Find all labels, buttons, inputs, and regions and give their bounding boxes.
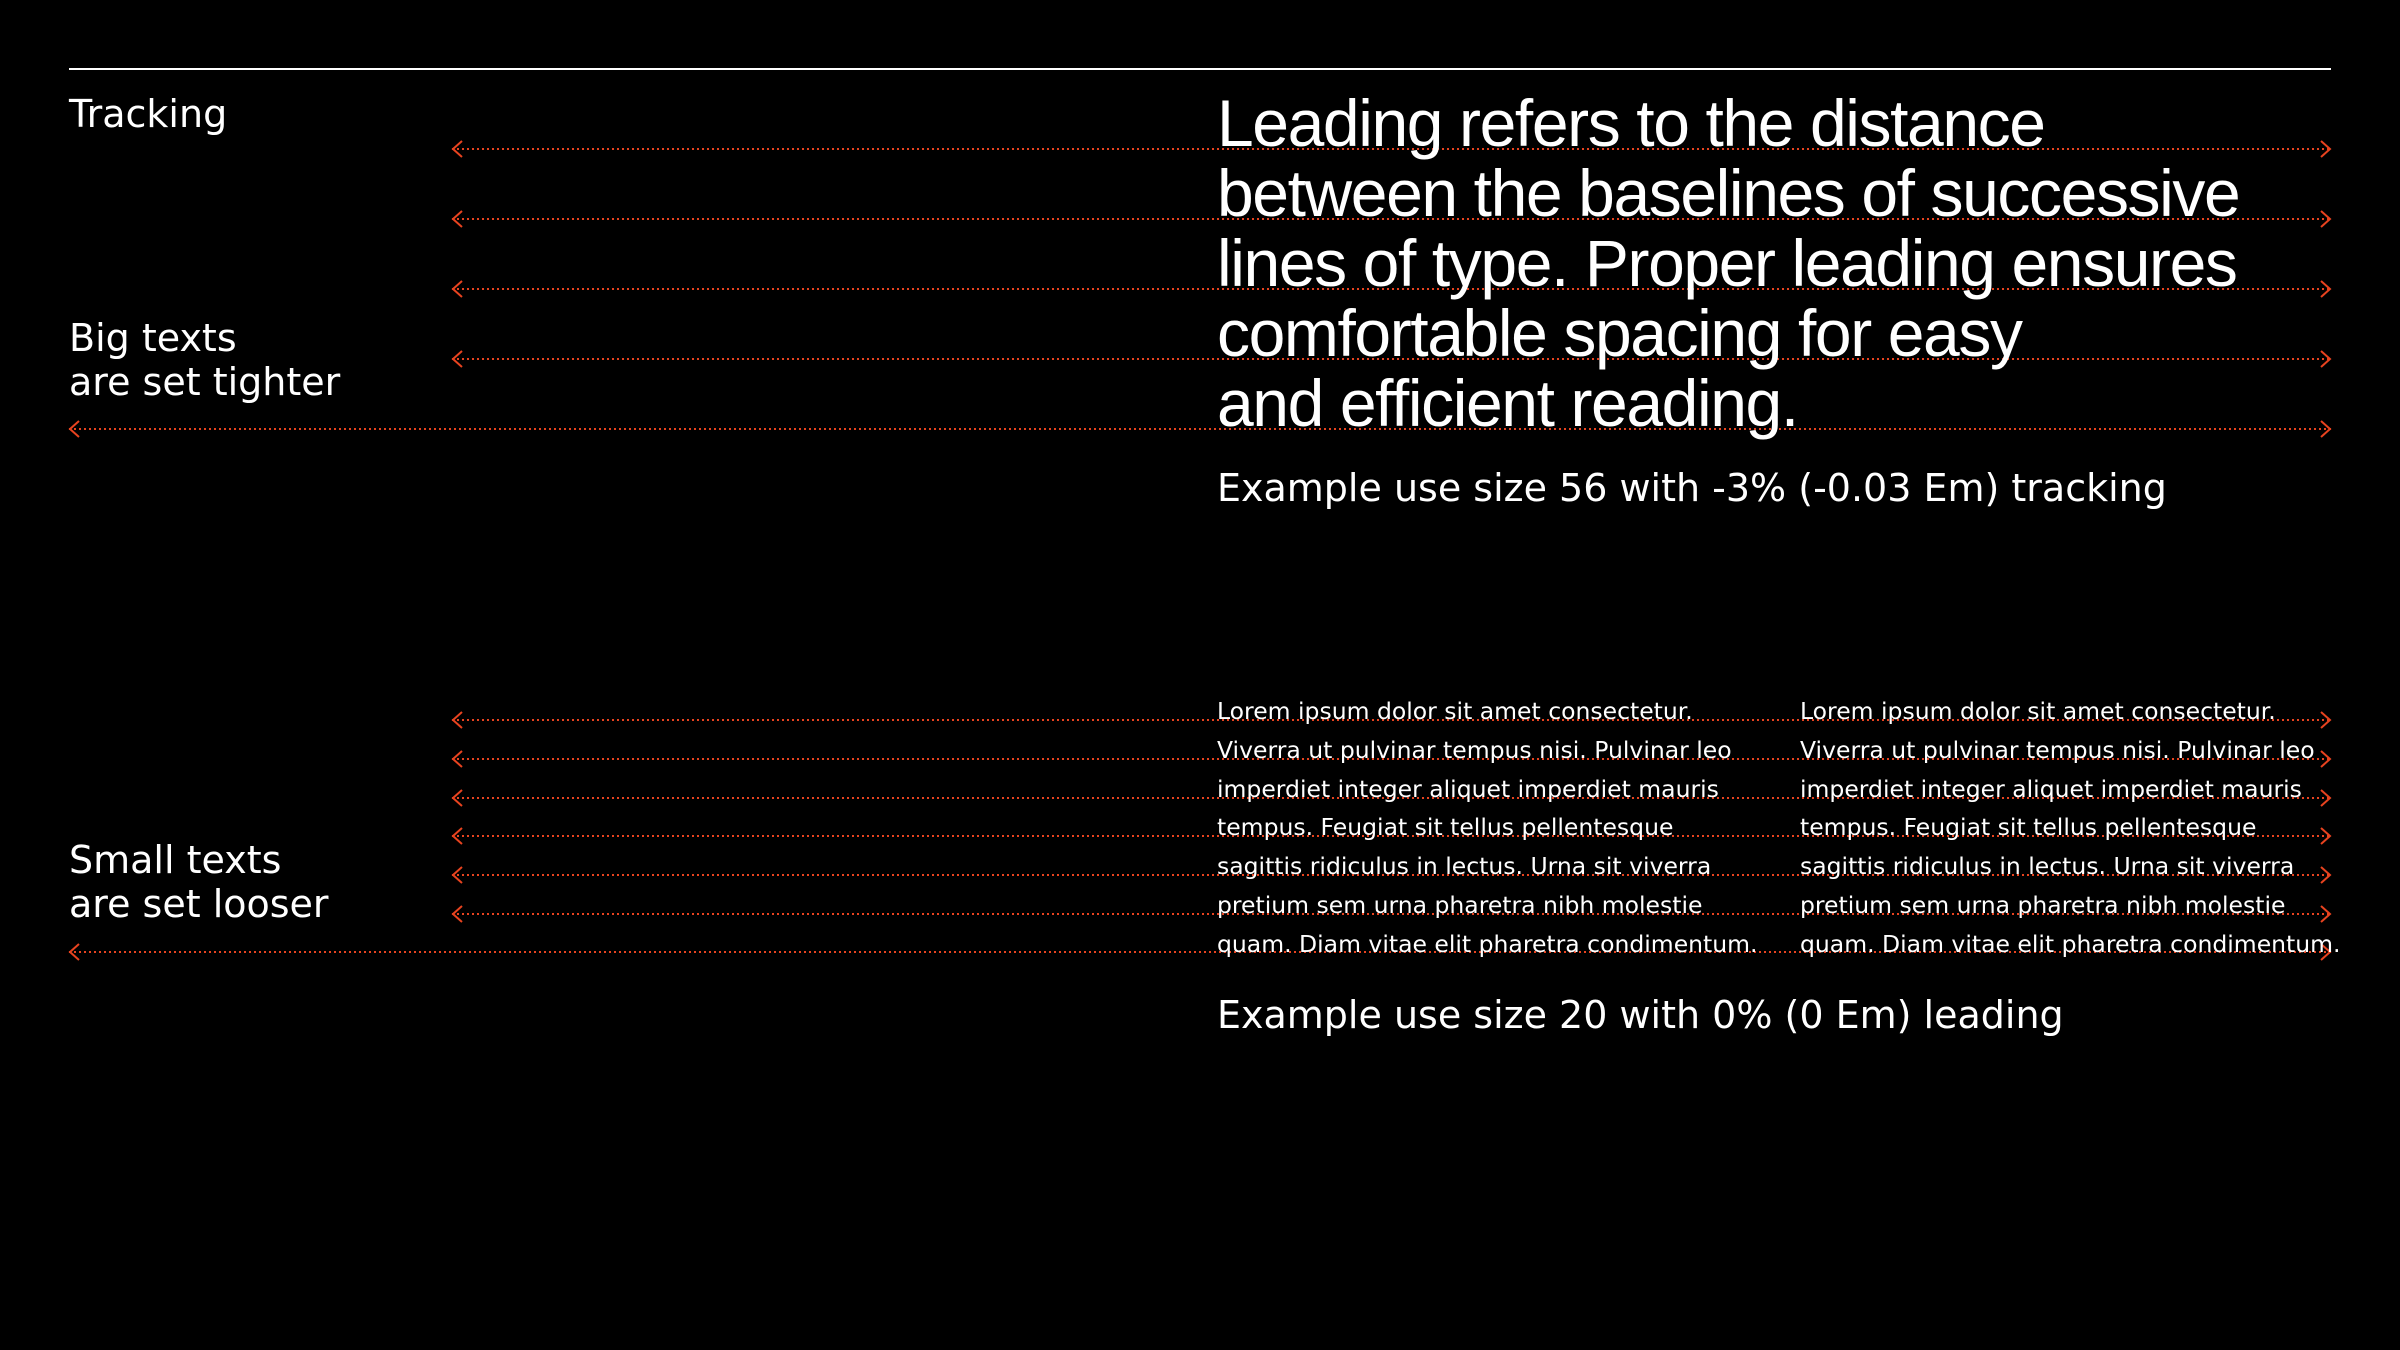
big-texts-label-line: Big texts <box>69 316 237 360</box>
paragraph-line: sagittis ridiculus in lectus. Urna sit viverra <box>1217 852 1712 881</box>
tracking-label-text: Tracking <box>69 92 228 136</box>
paragraph-line: tempus. Feugiat sit tellus pellentesque <box>1217 813 1674 842</box>
small-text-column-right <box>1800 692 2341 964</box>
paragraph-line: Viverra ut pulvinar tempus nisi. Pulvinar leo <box>1800 735 2315 764</box>
small-texts-label-line: are set looser <box>69 882 329 926</box>
paragraph-line: imperdiet integer aliquet imperdiet mauris <box>1217 774 1719 803</box>
paragraph-line: and efficient reading. <box>1217 366 1798 440</box>
paragraph-line: Viverra ut pulvinar tempus nisi. Pulvinar leo <box>1217 735 1732 764</box>
paragraph-line: between the baselines of successive <box>1217 156 2240 230</box>
paragraph-line: lines of type. Proper leading ensures <box>1217 226 2237 300</box>
big-text-caption: Example use size 56 with -3% (-0.03 Em) tracking <box>1217 466 2167 510</box>
paragraph-line: Leading refers to the distance <box>1217 86 2045 160</box>
paragraph-line: quam. Diam vitae elit pharetra condimentum. <box>1217 929 1758 958</box>
small-text-caption: Example use size 20 with 0% (0 Em) leading <box>1217 993 2064 1037</box>
leading-example-paragraph <box>1217 88 2347 438</box>
paragraph-line: pretium sem urna pharetra nibh molestie <box>1217 890 1703 919</box>
small-text-column-left <box>1217 692 1758 964</box>
paragraph-line: pretium sem urna pharetra nibh molestie <box>1800 890 2286 919</box>
paragraph-line: tempus. Feugiat sit tellus pellentesque <box>1800 813 2257 842</box>
big-texts-label-line: are set tighter <box>69 360 341 404</box>
paragraph-line: comfortable spacing for easy <box>1217 296 2022 370</box>
paragraph-line: quam. Diam vitae elit pharetra condimentum. <box>1800 929 2341 958</box>
paragraph-line: sagittis ridiculus in lectus. Urna sit viverra <box>1800 852 2295 881</box>
paragraph-line: Lorem ipsum dolor sit amet consectetur. <box>1217 697 1693 725</box>
small-texts-label-line: Small texts <box>69 838 282 882</box>
paragraph-line: imperdiet integer aliquet imperdiet mauris <box>1800 774 2302 803</box>
paragraph-line: Lorem ipsum dolor sit amet consectetur. <box>1800 697 2276 725</box>
